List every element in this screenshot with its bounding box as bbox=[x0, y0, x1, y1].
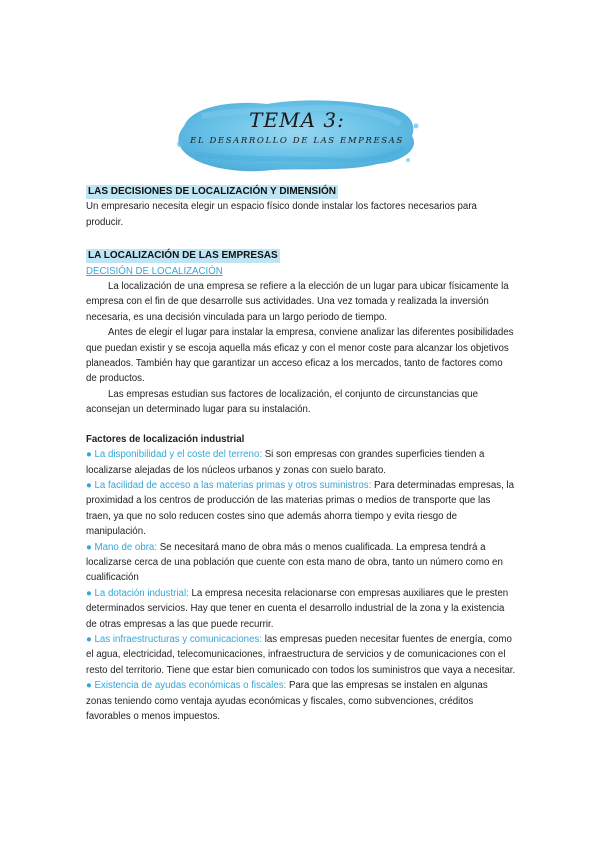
factor-text: Para determinadas empresas, la proximidad a los centros de producción de las materias primas o medios de transporte que las traen, ya que no solo reducen costes sino que además ahorra tiempo y evita riesgo de manipulación. bbox=[86, 479, 514, 538]
title-banner bbox=[172, 96, 422, 174]
section-heading: LAS DECISIONES DE LOCALIZACIÓN Y DIMENSIÓN bbox=[88, 186, 336, 197]
factor-label: ● La disponibilidad y el coste del terreno: bbox=[86, 449, 263, 461]
factor-text: las empresas pueden necesitar fuentes de energía, como el agua, electricidad, telecomunicaciones, infraestructura de servicios y de comunicaciones con el resto del territorio. Tiene que estar bien comunicado con todos los suministros que vaya a necesitar. bbox=[86, 633, 516, 676]
section-factors bbox=[86, 432, 516, 725]
subheading-link[interactable]: DECISIÓN DE LOCALIZACIÓN bbox=[86, 265, 223, 277]
document-body bbox=[86, 184, 516, 724]
factor-label: ● La dotación industrial: bbox=[86, 587, 189, 599]
section-location bbox=[86, 248, 516, 417]
factor-item bbox=[86, 586, 516, 632]
section-heading: LA LOCALIZACIÓN DE LAS EMPRESAS bbox=[88, 250, 278, 262]
factor-label: ● Existencia de ayudas económicas o fiscales: bbox=[86, 680, 287, 692]
paragraph: La localización de una empresa se refiere a la elección de un lugar para ubicar físicamente la empresa con el fin de que desarrolle sus actividades. Una vez tomada y realizada la inversión necesaria, es una decisión vinculada para un largo periodo de tiempo. bbox=[86, 281, 509, 323]
factor-text: Se necesitará mano de obra más o menos cualificada. La empresa tendrá a localizarse cerca de una población que cuente con esta mano de obra, tanto un número como en cualificación bbox=[86, 541, 503, 584]
factor-item bbox=[86, 478, 516, 540]
factor-item bbox=[86, 447, 516, 478]
factor-label: ● Mano de obra: bbox=[86, 541, 158, 553]
factor-text: Si son empresas con grandes superficies tienden a localizarse alejadas de los núcleos urbanos y zonas con suelo barato. bbox=[86, 449, 485, 476]
section-text: Un empresario necesita elegir un espacio físico donde instalar los factores necesarios para producir. bbox=[86, 201, 477, 228]
banner-subtitle: EL DESARROLLO DE LAS EMPRESAS bbox=[190, 136, 404, 146]
section-decisions bbox=[86, 184, 516, 230]
paragraph: Las empresas estudian sus factores de localización, el conjunto de circunstancias que aconsejan un determinado lugar para su instalación. bbox=[86, 388, 478, 416]
factor-text: Para que las empresas se instalen en algunas zonas teniendo como ventaja ayudas económicas y fiscales, como subvenciones, créditos favorables o menos impuestos. bbox=[86, 680, 488, 722]
factor-item bbox=[86, 678, 516, 724]
factor-label: ● La facilidad de acceso a las materias primas y otros suministros: bbox=[86, 479, 372, 491]
paragraph: Antes de elegir el lugar para instalar la empresa, conviene analizar las diferentes posibilidades que puedan existir y se escoja aquella más eficaz y con el menor coste para alcanzar los objetivos planeados. También hay que garantizar un acceso eficaz a los mercados, tanto de factores como de productos. bbox=[86, 327, 514, 385]
factors-heading: Factores de localización industrial bbox=[86, 433, 245, 445]
factor-text: La empresa necesita relacionarse con empresas auxiliares que le presten determinados servicios. Hay que tener en cuenta el desarrollo industrial de la zona y la existencia de otras empresas a las que puede recurrir. bbox=[86, 587, 509, 630]
factor-item bbox=[86, 540, 516, 586]
factor-item bbox=[86, 632, 516, 678]
factor-label: ● Las infraestructuras y comunicaciones: bbox=[86, 633, 262, 645]
banner-title: TEMA 3: bbox=[249, 108, 345, 132]
